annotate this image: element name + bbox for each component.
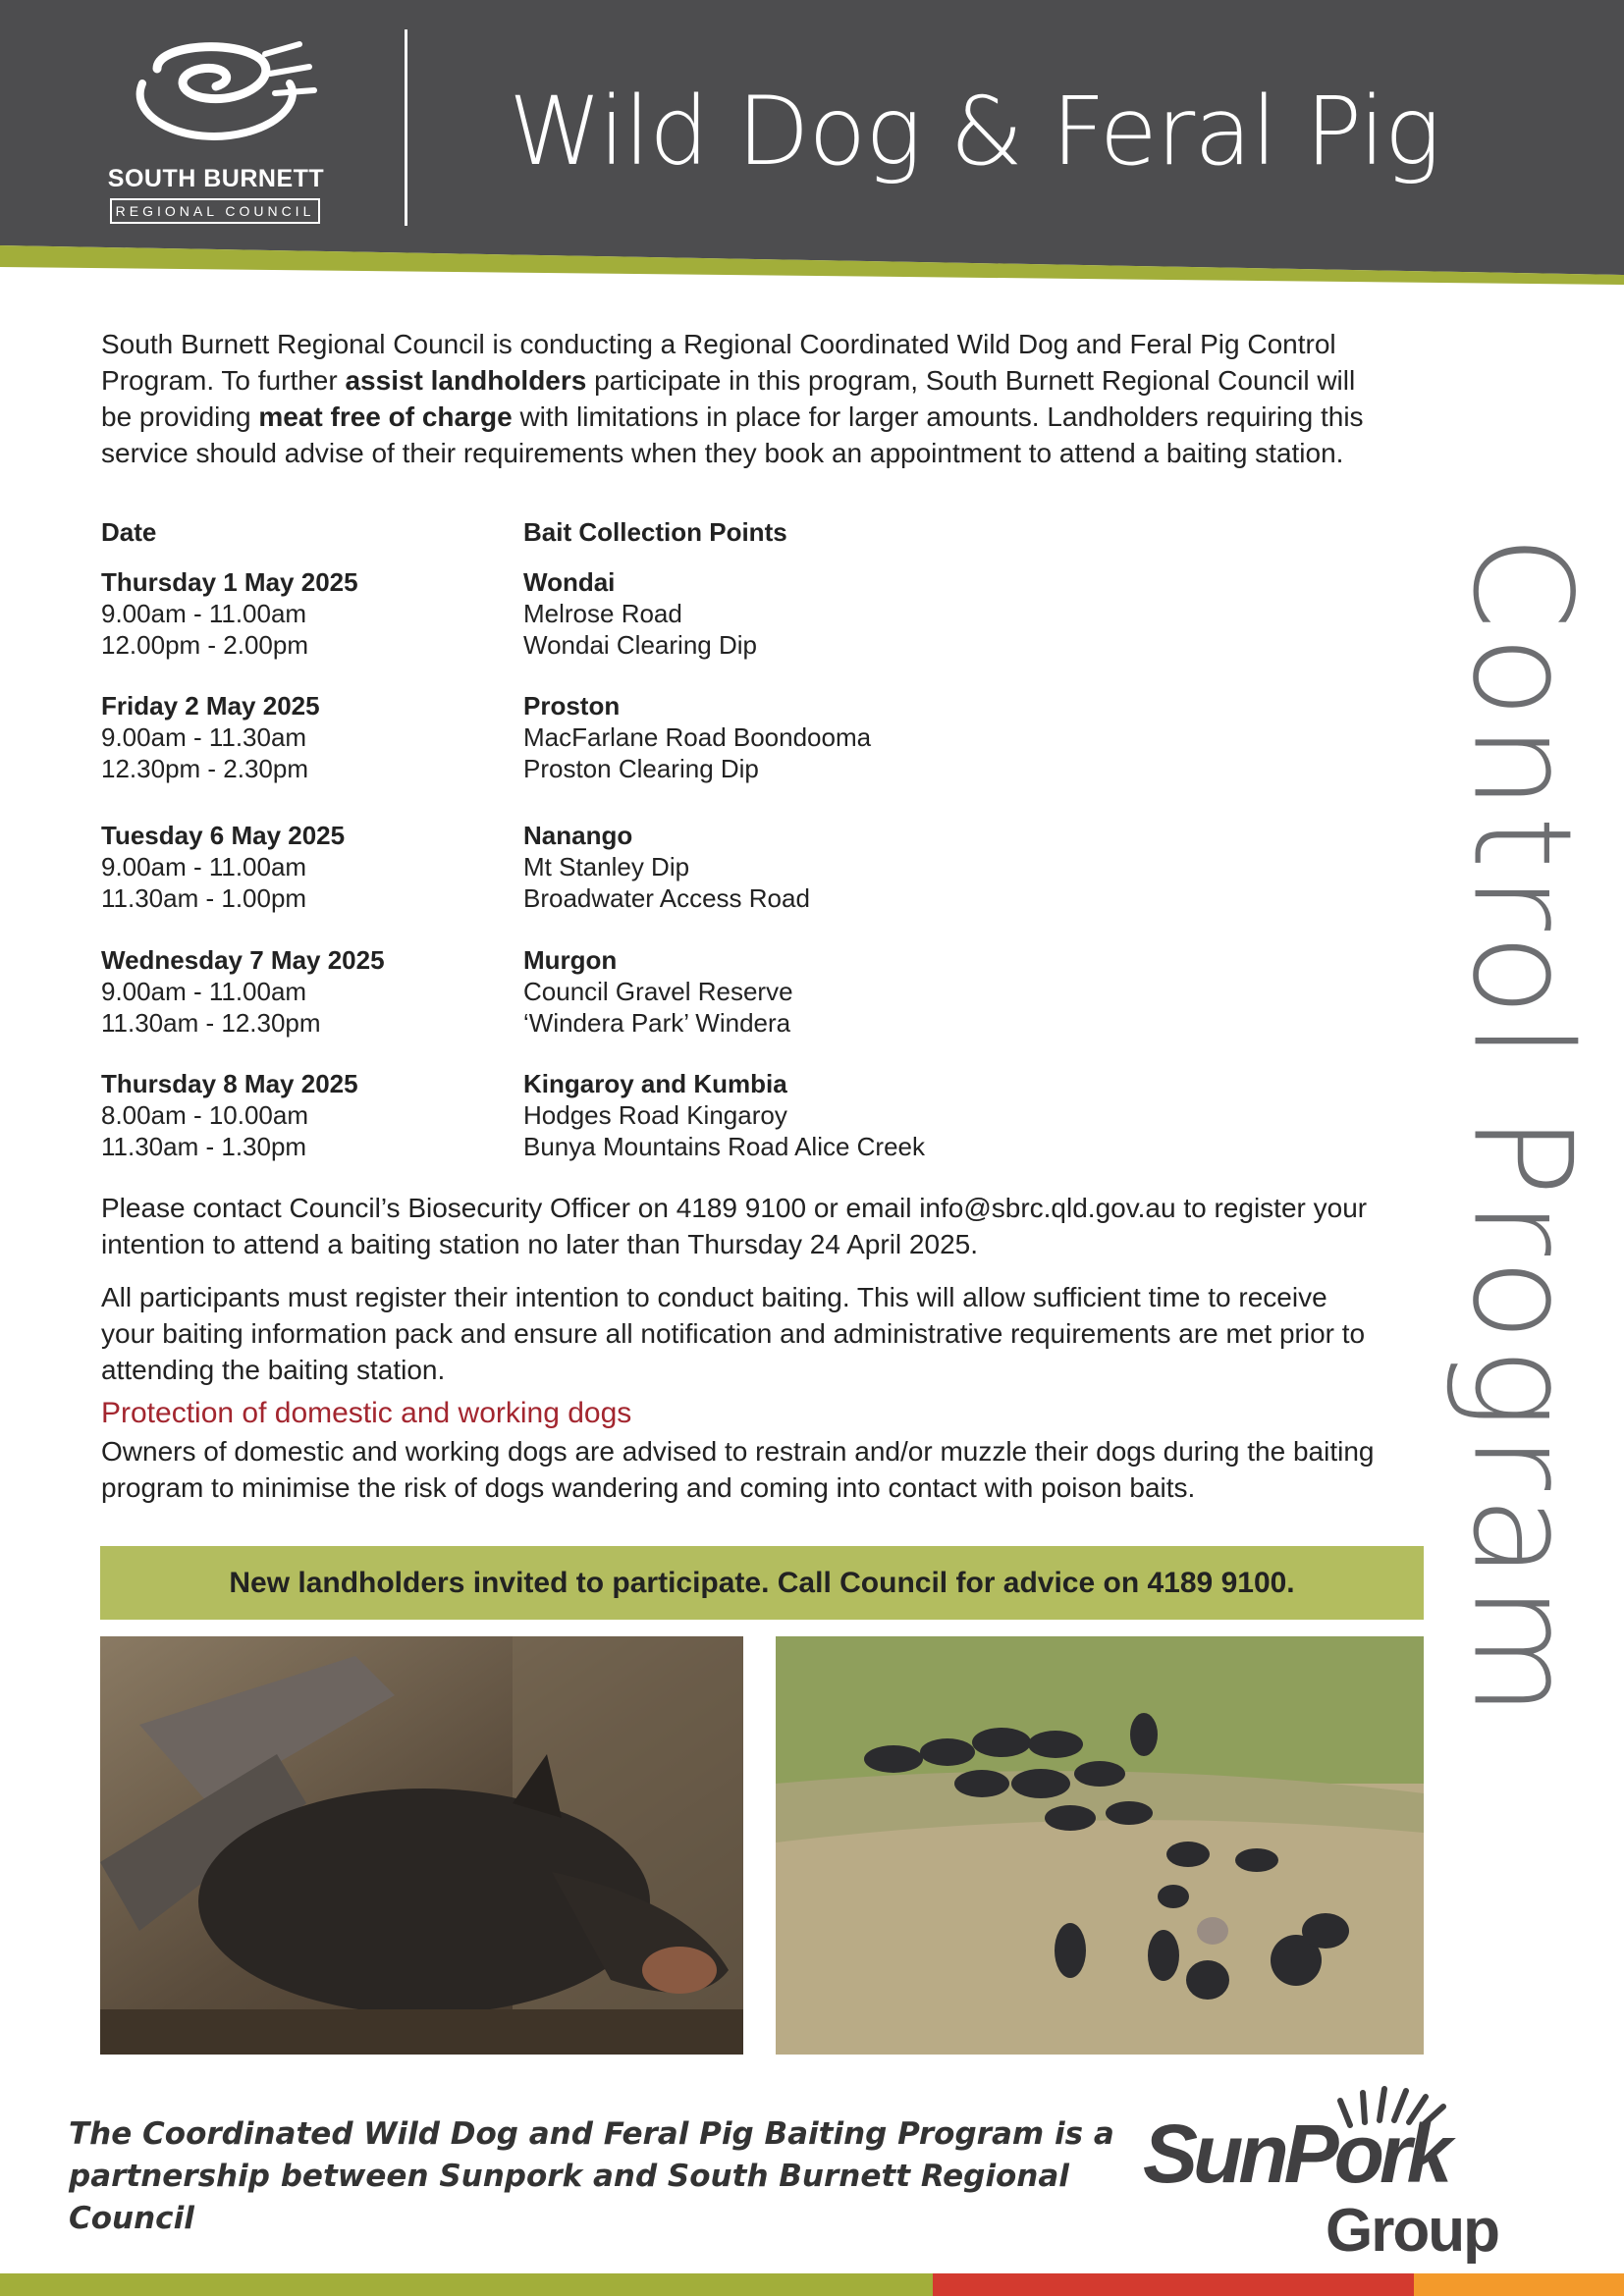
schedule-date-cell	[101, 566, 514, 661]
schedule-time: 11.30am - 1.30pm	[101, 1132, 307, 1161]
schedule-location: ‘Windera Park’ Windera	[523, 1008, 791, 1038]
schedule-town: Proston	[523, 691, 621, 721]
schedule-location: Mt Stanley Dip	[523, 852, 690, 881]
schedule-date-cell	[101, 1068, 514, 1162]
schedule-time: 9.00am - 11.00am	[101, 852, 307, 881]
schedule-time: 9.00am - 11.00am	[101, 977, 307, 1006]
page-title: Wild Dog & Feral Pig	[509, 77, 1440, 187]
banner-text: New landholders invited to participate. Call Council for advice on 4189 9100.	[229, 1566, 1295, 1599]
intro-bold-2: meat free of charge	[258, 401, 513, 432]
bottom-stripe-orange	[1414, 2273, 1624, 2296]
feral-pig-closeup-image	[100, 1636, 743, 2055]
schedule-location: Bunya Mountains Road Alice Creek	[523, 1132, 926, 1161]
schedule-time: 9.00am - 11.00am	[101, 599, 307, 628]
schedule-date: Thursday 8 May 2025	[101, 1069, 358, 1098]
schedule-location: Hodges Road Kingaroy	[523, 1100, 787, 1130]
registration-paragraph: All participants must register their intention to conduct baiting. This will allow sufficient time to receive your baiting information pack and ensure all notification and administrative requirements are met prior to attending the baiting station.	[101, 1282, 1366, 1385]
location-column-header: Bait Collection Points	[523, 517, 787, 547]
side-title	[1443, 442, 1600, 1816]
call-to-action-banner	[100, 1546, 1424, 1620]
schedule-location-cell	[523, 690, 1014, 784]
schedule-time: 11.30am - 12.30pm	[101, 1008, 321, 1038]
council-logo	[98, 29, 334, 236]
schedule-location: Council Gravel Reserve	[523, 977, 793, 1006]
contact-paragraph: Please contact Council’s Biosecurity Officer on 4189 9100 or email info@sbrc.qld.gov.au to register your intention to attend a baiting station no later than Thursday 24 April 2025.	[101, 1193, 1368, 1259]
intro-bold-1: assist landholders	[345, 365, 587, 396]
dogs-heading: Protection of domestic and working dogs	[101, 1397, 632, 1429]
feral-pig-photo	[100, 1636, 743, 2055]
schedule-date: Tuesday 6 May 2025	[101, 821, 346, 850]
schedule-town: Murgon	[523, 945, 618, 975]
schedule-time: 9.00am - 11.30am	[101, 722, 307, 752]
schedule-location-cell	[523, 944, 1014, 1039]
logo-subtitle: REGIONAL COUNCIL	[110, 198, 320, 224]
schedule-location-cell	[523, 1068, 1014, 1162]
sunpork-group: Group	[1326, 2197, 1498, 2265]
schedule-location-cell	[523, 566, 1014, 661]
bottom-stripe-red	[933, 2273, 1414, 2296]
schedule-time: 12.30pm - 2.30pm	[101, 754, 309, 783]
partnership-line-1: The Coordinated Wild Dog and Feral Pig Baiting Program is a	[69, 2116, 1114, 2152]
page-header	[0, 0, 1624, 285]
intro-text-1: South Burnett Regional Council is conducting a Regional Coordinated Wild Dog and Feral Pig Control Program. To further	[101, 329, 1336, 396]
schedule-location-cell	[523, 820, 1014, 914]
side-title-text: Control Program	[1442, 534, 1601, 1724]
schedule-time: 8.00am - 10.00am	[101, 1100, 309, 1130]
sunpork-name: SunPork	[1143, 2108, 1448, 2200]
intro-text-2: participate in this program, South Burnett Regional Council will be providing	[101, 365, 1356, 432]
schedule-location: Proston Clearing Dip	[523, 754, 759, 783]
schedule-location: Broadwater Access Road	[523, 883, 810, 913]
partnership-statement	[69, 2113, 1149, 2240]
schedule-time: 12.00pm - 2.00pm	[101, 630, 309, 660]
schedule-town: Nanango	[523, 821, 633, 850]
bottom-stripe-green	[0, 2273, 933, 2296]
partnership-line-2: partnership between Sunpork and South Burnett Regional Council	[69, 2159, 1069, 2236]
schedule-date: Wednesday 7 May 2025	[101, 945, 385, 975]
pig-herd-field-image	[776, 1636, 1424, 2055]
schedule-date-cell	[101, 690, 514, 784]
sunpork-logo	[1139, 2071, 1532, 2268]
dogs-paragraph: Owners of domestic and working dogs are advised to restrain and/or muzzle their dogs during the baiting program to minimise the risk of dogs wandering and coming into contact with poison baits.	[101, 1436, 1375, 1503]
intro-paragraph	[101, 326, 1387, 471]
schedule-date: Friday 2 May 2025	[101, 691, 320, 721]
intro-text-3: with limitations in place for larger amounts. Landholders requiring this service should advise of their requirements when they book an appointment to attend a baiting station.	[101, 401, 1364, 468]
header-divider	[405, 29, 407, 226]
schedule-date: Thursday 1 May 2025	[101, 567, 358, 597]
schedule-location: Melrose Road	[523, 599, 682, 628]
schedule-town: Kingaroy and Kumbia	[523, 1069, 787, 1098]
schedule-town: Wondai	[523, 567, 616, 597]
schedule-date-cell	[101, 820, 514, 914]
schedule-time: 11.30am - 1.00pm	[101, 883, 307, 913]
date-column-header: Date	[101, 517, 157, 547]
schedule-location: Wondai Clearing Dip	[523, 630, 757, 660]
schedule-date-cell	[101, 944, 514, 1039]
swirl-logo-icon	[98, 29, 334, 162]
pig-herd-photo	[776, 1636, 1424, 2055]
logo-name: SOUTH BURNETT	[107, 165, 325, 192]
schedule-location: MacFarlane Road Boondooma	[523, 722, 872, 752]
